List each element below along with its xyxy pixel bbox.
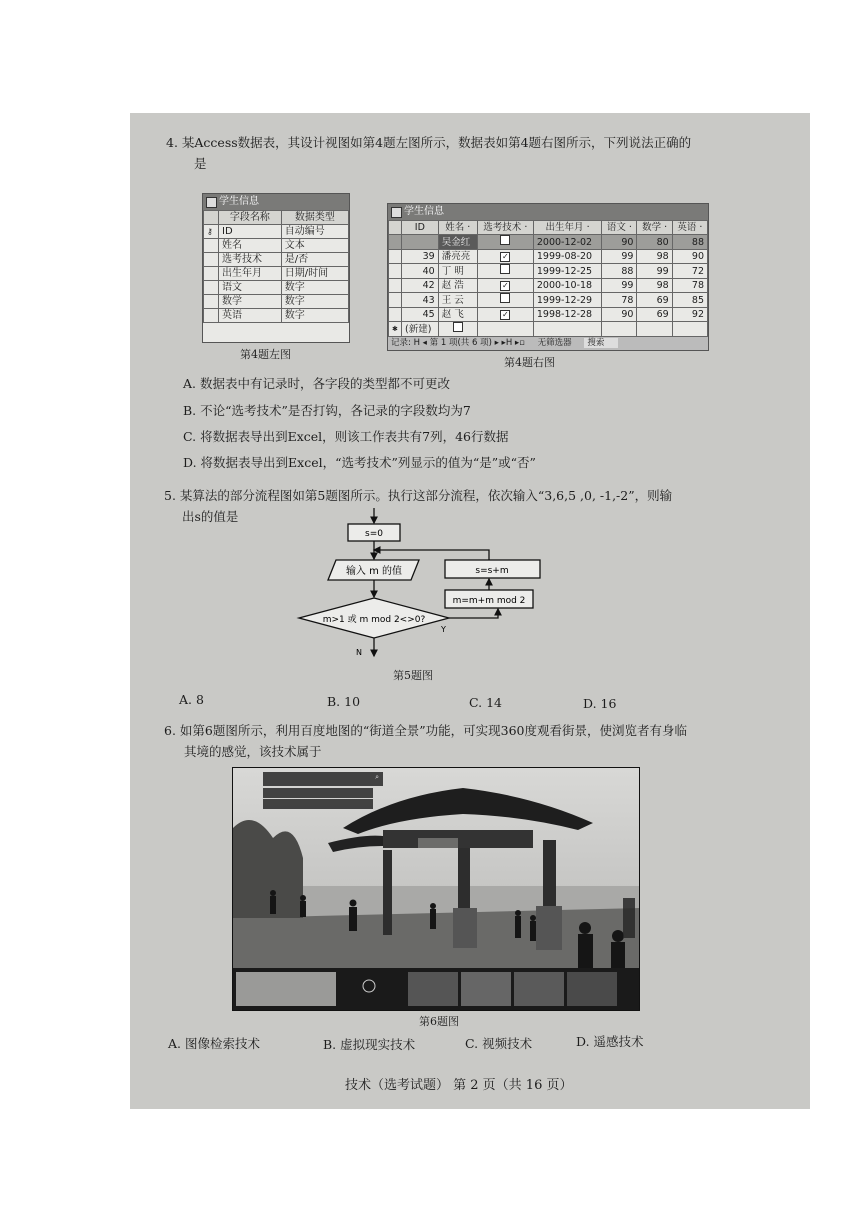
- q6-option-d: D. 遥感技术: [576, 1034, 644, 1049]
- row-selector[interactable]: [389, 293, 402, 308]
- row-selector[interactable]: [389, 250, 402, 264]
- sheet-cell[interactable]: 2000-10-18: [533, 279, 601, 293]
- design-grid: [203, 210, 349, 323]
- sheet-row[interactable]: [389, 264, 708, 279]
- q4-option-a: A. 数据表中有记录时，各字段的类型都不可更改: [183, 376, 450, 391]
- q6-option-b: B. 虚拟现实技术: [323, 1037, 416, 1052]
- zoom-controls[interactable]: [623, 898, 635, 938]
- checked-checkbox[interactable]: ✓: [501, 252, 509, 261]
- page-footer: 技术（选考试题） 第 2 页（共 16 页）: [345, 1078, 573, 1093]
- search-box[interactable]: 搜索: [584, 338, 618, 348]
- q5-stem-line1: 5. 某算法的部分流程图如第5题图所示。执行这部分流程，依次输入“3,6,5 ,0, -1,-2”，则输: [164, 488, 673, 503]
- sheet-cell[interactable]: 72: [672, 264, 707, 279]
- flow-input-text: 输入 m 的值: [345, 566, 403, 577]
- sheet-row[interactable]: [389, 250, 708, 264]
- q5-stem-line2: 出s的值是: [182, 509, 239, 524]
- design-row: 语文 数字: [204, 281, 349, 295]
- design-row: 姓名 文本: [204, 239, 349, 253]
- thumbnail[interactable]: [461, 972, 511, 1006]
- sheet-cell[interactable]: 88: [602, 264, 637, 279]
- sheet-cell[interactable]: 92: [672, 308, 707, 322]
- tech-checkbox-cell[interactable]: [477, 279, 533, 293]
- design-view-title: 学生信息: [203, 194, 349, 210]
- flow-loop-arrow: [374, 550, 489, 560]
- q6-stem-line2: 其境的感觉，该技术属于: [184, 744, 322, 759]
- design-header-type: 数据类型: [281, 211, 348, 225]
- sheet-cell[interactable]: 90: [602, 235, 637, 250]
- sheet-cell[interactable]: 1999-08-20: [533, 250, 601, 264]
- sheet-cell[interactable]: 1998-12-28: [533, 308, 601, 322]
- minimap[interactable]: [236, 972, 336, 1006]
- q4-left-caption: 第4题左图: [240, 348, 291, 361]
- sheet-cell[interactable]: 98: [637, 279, 672, 293]
- design-view-window: [202, 193, 350, 343]
- sheet-cell[interactable]: 85: [672, 293, 707, 308]
- sheet-cell[interactable]: 88: [672, 235, 707, 250]
- datasheet-title: 学生信息: [388, 204, 708, 220]
- sheet-cell[interactable]: 39: [402, 250, 439, 264]
- new-record-row[interactable]: [389, 322, 708, 337]
- sheet-cell[interactable]: 潘亮亮: [438, 250, 477, 264]
- sheet-header-cell[interactable]: 出生年月 ·: [533, 221, 601, 235]
- sheet-cell[interactable]: 80: [637, 235, 672, 250]
- q6-option-a: A. 图像检索技术: [168, 1036, 260, 1051]
- key-icon: ⚷: [204, 225, 219, 239]
- design-row: 选考技术 是/否: [204, 253, 349, 267]
- q6-stem-line1: 6. 如第6题图所示，利用百度地图的“街道全景”功能，可实现360度观看街景，使浏览者有身临: [164, 723, 687, 738]
- sheet-cell[interactable]: [402, 235, 439, 250]
- flowchart: [295, 506, 545, 666]
- sheet-cell[interactable]: 99: [637, 264, 672, 279]
- sheet-cell[interactable]: 98: [637, 250, 672, 264]
- location-search-bar[interactable]: [263, 772, 383, 786]
- sheet-cell[interactable]: 丁 明: [438, 264, 477, 279]
- sheet-cell[interactable]: 69: [637, 293, 672, 308]
- q5-option-a: A. 8: [179, 692, 204, 707]
- empty-checkbox[interactable]: [453, 322, 463, 332]
- flow-condition-text: m>1 或 m mod 2<>0?: [322, 615, 426, 625]
- sheet-cell[interactable]: 99: [602, 250, 637, 264]
- tech-checkbox-cell[interactable]: [477, 235, 533, 250]
- sheet-header-cell[interactable]: ID: [402, 221, 439, 235]
- sheet-cell[interactable]: 吴金红: [438, 235, 477, 250]
- sheet-cell[interactable]: 45: [402, 308, 439, 322]
- archway-plaque: [418, 838, 458, 848]
- q6-option-c: C. 视频技术: [465, 1036, 533, 1051]
- sheet-cell[interactable]: 90: [672, 250, 707, 264]
- street-view-photo: [232, 767, 640, 1011]
- street-view-menu[interactable]: [263, 799, 373, 809]
- tech-checkbox-cell[interactable]: [477, 308, 533, 322]
- sheet-cell[interactable]: 90: [602, 308, 637, 322]
- sheet-cell[interactable]: 40: [402, 264, 439, 279]
- sheet-cell[interactable]: 99: [602, 279, 637, 293]
- flow-init-text: s=0: [365, 529, 383, 539]
- table-icon: [391, 207, 402, 218]
- sheet-row[interactable]: [389, 279, 708, 293]
- row-selector[interactable]: [389, 308, 402, 322]
- sheet-row[interactable]: [389, 308, 708, 322]
- sheet-row[interactable]: [389, 235, 708, 250]
- q4-option-c: C. 将数据表导出到Excel，则该工作表共有7列，46行数据: [183, 429, 509, 444]
- thumbnail[interactable]: [408, 972, 458, 1006]
- q4-option-b: B. 不论“选考技术”是否打钩，各记录的字段数均为7: [183, 403, 471, 418]
- design-row: 英语 数字: [204, 309, 349, 323]
- exam-page: [130, 113, 810, 1109]
- sheet-cell[interactable]: 78: [602, 293, 637, 308]
- sheet-cell[interactable]: 1999-12-29: [533, 293, 601, 308]
- archway-pillar: [383, 850, 392, 935]
- flow-yes-arrow: [449, 609, 498, 618]
- sheet-header-cell[interactable]: 数学 ·: [637, 221, 672, 235]
- flow-no-label: N: [356, 648, 362, 657]
- q4-stem-line1: 4. 某Access数据表，其设计视图如第4题左图所示，数据表如第4题右图所示，下列说法正确的: [166, 135, 692, 150]
- datasheet-window: [387, 203, 709, 351]
- design-row: 数学 数字: [204, 295, 349, 309]
- sheet-header-cell[interactable]: 英语 ·: [672, 221, 707, 235]
- q4-right-caption: 第4题右图: [504, 356, 555, 369]
- thumbnail[interactable]: [567, 972, 617, 1006]
- new-row-icon: ✱: [389, 322, 402, 337]
- flow-update-m-text: m=m+m mod 2: [452, 596, 526, 606]
- row-selector[interactable]: [389, 235, 402, 250]
- q4-option-d: D. 将数据表导出到Excel，“选考技术”列显示的值为“是”或“否”: [183, 455, 536, 470]
- design-row: ⚷ ID 自动编号: [204, 225, 349, 239]
- design-header-field: 字段名称: [219, 211, 282, 225]
- tech-checkbox-cell[interactable]: [477, 250, 533, 264]
- checked-checkbox[interactable]: ✓: [501, 310, 509, 319]
- filter-indicator[interactable]: 无筛选器: [537, 338, 572, 348]
- street-view-menu[interactable]: [263, 788, 373, 798]
- sheet-row[interactable]: [389, 293, 708, 308]
- row-selector[interactable]: [389, 279, 402, 293]
- empty-checkbox[interactable]: [500, 235, 510, 245]
- empty-checkbox[interactable]: [500, 264, 510, 274]
- search-icon[interactable]: ⌕: [375, 773, 379, 781]
- sheet-cell[interactable]: 王 云: [438, 293, 477, 308]
- flow-yes-label: Y: [441, 625, 446, 634]
- datasheet-grid: [388, 220, 708, 337]
- sheet-cell[interactable]: 赵 飞: [438, 308, 477, 322]
- flow-update-s-text: s=s+m: [475, 566, 509, 576]
- q4-stem-line2: 是: [194, 156, 207, 171]
- thumbnail[interactable]: [514, 972, 564, 1006]
- tech-checkbox-cell[interactable]: [477, 293, 533, 308]
- sheet-cell[interactable]: 78: [672, 279, 707, 293]
- q5-option-c: C. 14: [469, 695, 502, 710]
- sheet-header-cell[interactable]: 选考技术 ·: [477, 221, 533, 235]
- row-selector[interactable]: [389, 264, 402, 279]
- tech-checkbox-cell[interactable]: [477, 264, 533, 279]
- design-row: 出生年月 日期/时间: [204, 267, 349, 281]
- new-record-label[interactable]: (新建): [402, 322, 439, 337]
- record-navigation-bar[interactable]: 记录: H ◂ 第 1 项(共 6 项) ▸ ▸H ▸▫ 无筛选器 搜索: [388, 336, 708, 350]
- sheet-cell[interactable]: 69: [637, 308, 672, 322]
- sheet-cell[interactable]: 赵 浩: [438, 279, 477, 293]
- sheet-cell[interactable]: 42: [402, 279, 439, 293]
- q5-caption: 第5题图: [393, 669, 433, 682]
- sheet-cell[interactable]: 1999-12-25: [533, 264, 601, 279]
- q6-caption: 第6题图: [419, 1015, 459, 1028]
- sheet-header-cell[interactable]: 姓名 ·: [438, 221, 477, 235]
- q5-option-b: B. 10: [327, 694, 361, 709]
- q5-option-d: D. 16: [583, 696, 617, 711]
- table-icon: [206, 197, 217, 208]
- empty-checkbox[interactable]: [500, 293, 510, 303]
- sheet-header-cell[interactable]: 语文 ·: [602, 221, 637, 235]
- sheet-cell[interactable]: 2000-12-02: [533, 235, 601, 250]
- checked-checkbox[interactable]: ✓: [501, 281, 509, 290]
- sheet-cell[interactable]: 43: [402, 293, 439, 308]
